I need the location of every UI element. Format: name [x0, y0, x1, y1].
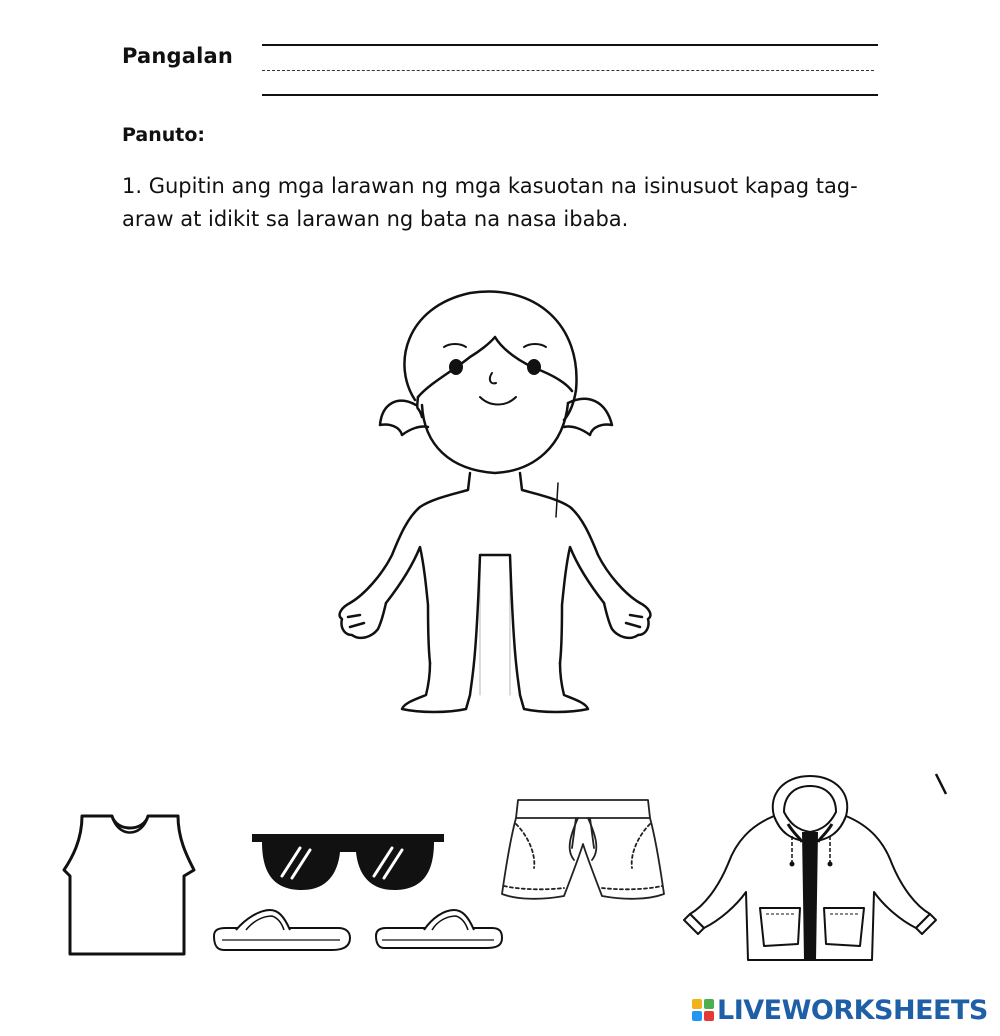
logo-icon: [692, 999, 714, 1021]
child-illustration: [320, 285, 670, 715]
name-input-line[interactable]: [262, 70, 874, 71]
flip-flop-right-illustration: [374, 906, 504, 952]
hooded-jacket-illustration: [684, 772, 948, 962]
instructions-heading: Panuto:: [122, 124, 206, 146]
name-line-top: [262, 44, 878, 46]
liveworksheets-logo[interactable]: [692, 994, 988, 1026]
sunglasses-illustration: [248, 828, 448, 894]
instructions-text: 1. Gupitin ang mga larawan ng mga kasuotan na isinusuot kapag tag-araw at idikit sa larawan ng bata na nasa ibaba.: [122, 174, 858, 231]
logo-text: LIVEWORKSHEETS: [717, 994, 988, 1026]
sleeveless-shirt-illustration: [60, 810, 200, 960]
shorts-illustration: [500, 796, 666, 906]
name-line-bottom: [262, 94, 878, 96]
name-label: Pangalan: [122, 44, 234, 68]
flip-flop-left-illustration: [212, 906, 352, 954]
